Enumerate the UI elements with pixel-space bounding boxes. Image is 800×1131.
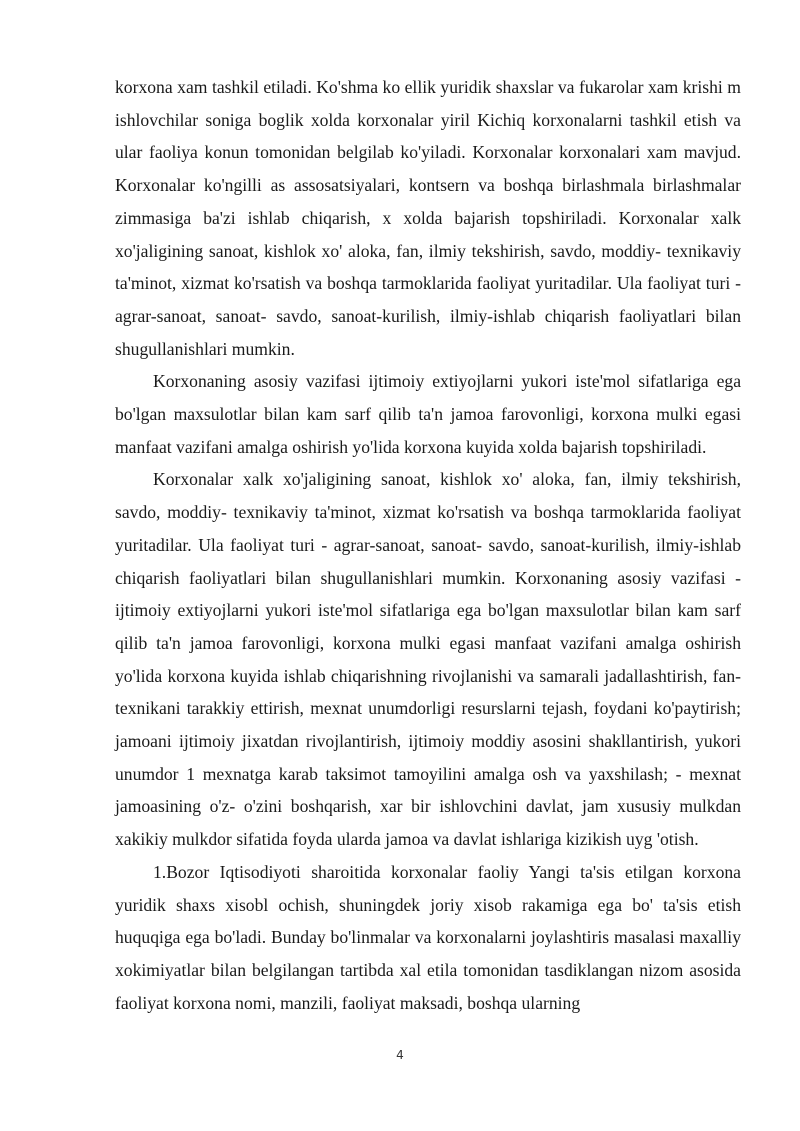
page-number: 4: [396, 1048, 404, 1062]
paragraph: 1.Bozor Iqtisodiyoti sharoitida korxonalar faoliy Yangi ta'sis etilgan korxona yuridik shaxs xisobl ochish, shuningdek joriy xisob rakamiga ega bo' ta'sis etish huquqiga ega bo'ladi. Bunday bo'linmalar va korxonalarni joylashtiris masalasi maxalliy xokimiyatlar bilan belgilangan tartibda xal etila tomonidan tasdiklangan nizom asosida faoliyat korxona nomi, manzili, faoliyat maksadi, boshqa ularning: [115, 861, 741, 1013]
paragraph-continuation: korxona xam tashkil etiladi. Ko'shma ko ellik yuridik shaxslar va fukarolar xam krishi m ishlovchilar soniga boglik xolda korxonalar yiril Kichiq korxonalarni tashkil etish va ular faoliya konun tomonidan belgilab ko'yiladi. Korxonalar korxonalari xam mavjud. Korxonalar ko'ngilli as assosatsiyalari, kontsern va boshqa birlashmala birlashmalar zimmasiga ba'zi ishlab chiqarish, x xolda bajarish topshiriladi. Korxonalar xalk xo'jaligining sanoat, kishlok xo' aloka, fan, ilmiy tekshirish, savdo, moddiy- texnikaviy ta'minot, xizmat ko'rsatish va boshqa tarmoklarida faoliyat yuritadilar. Ula faoliyat turi - agrar-sanoat, sanoat- savdo, sanoat-kurilish, ilmiy-ishlab chiqarish faoliyatlari bilan shugullanishlari mumkin.: [115, 77, 741, 359]
paragraph: Korxonalar xalk xo'jaligining sanoat, kishlok xo' aloka, fan, ilmiy tekshirish, savdo, moddiy- texnikaviy ta'minot, xizmat ko'rsatish va boshqa tarmoklarida faoliyat yuritadilar. Ula faoliyat turi - agrar-sanoat, sanoat- savdo, sanoat-kurilish, ilmiy-ishlab chiqarish faoliyatlari bilan shugullanishlari mumkin. Korxonaning asosiy vazifasi - ijtimoiy extiyojlarni yukori iste'mol sifatlariga ega bo'lgan maxsulotlar bilan kam sarf qilib ta'n jamoa farovonligi, korxona mulki egasi manfaat vazifani amalga oshirish yo'lida korxona kuyida ishlab chiqarishning rivojlanishi va samarali jadallashtirish, fan- texnikani tarakkiy ettirish, mexnat unumdorligi resurslarni tejash, foydani ko'paytirish; jamoani ijtimoiy jixatdan rivojlantirish, ijtimoiy moddiy asosini shakllantirish, yukori unumdor 1 mexnatga karab taksimot tamoyilini amalga osh va yaxshilash; - mexnat jamoasining o'z- o'zini boshqarish, xar bir ishlovchini davlat, jam xususiy mulkdan xakikiy mulkdor sifatida foyda ularda jamoa va davlat ishlariga kizikish uyg 'otish.: [115, 469, 741, 850]
document-body: [115, 71, 741, 1019]
paragraph: Korxonaning asosiy vazifasi ijtimoiy extiyojlarni yukori iste'mol sifatlariga ega bo'lgan maxsulotlar bilan kam sarf qilib ta'n jamoa farovonligi, korxona mulki egasi manfaat vazifani amalga oshirish yo'lida korxona kuyida xolda bajarish topshiriladi.: [115, 371, 741, 457]
